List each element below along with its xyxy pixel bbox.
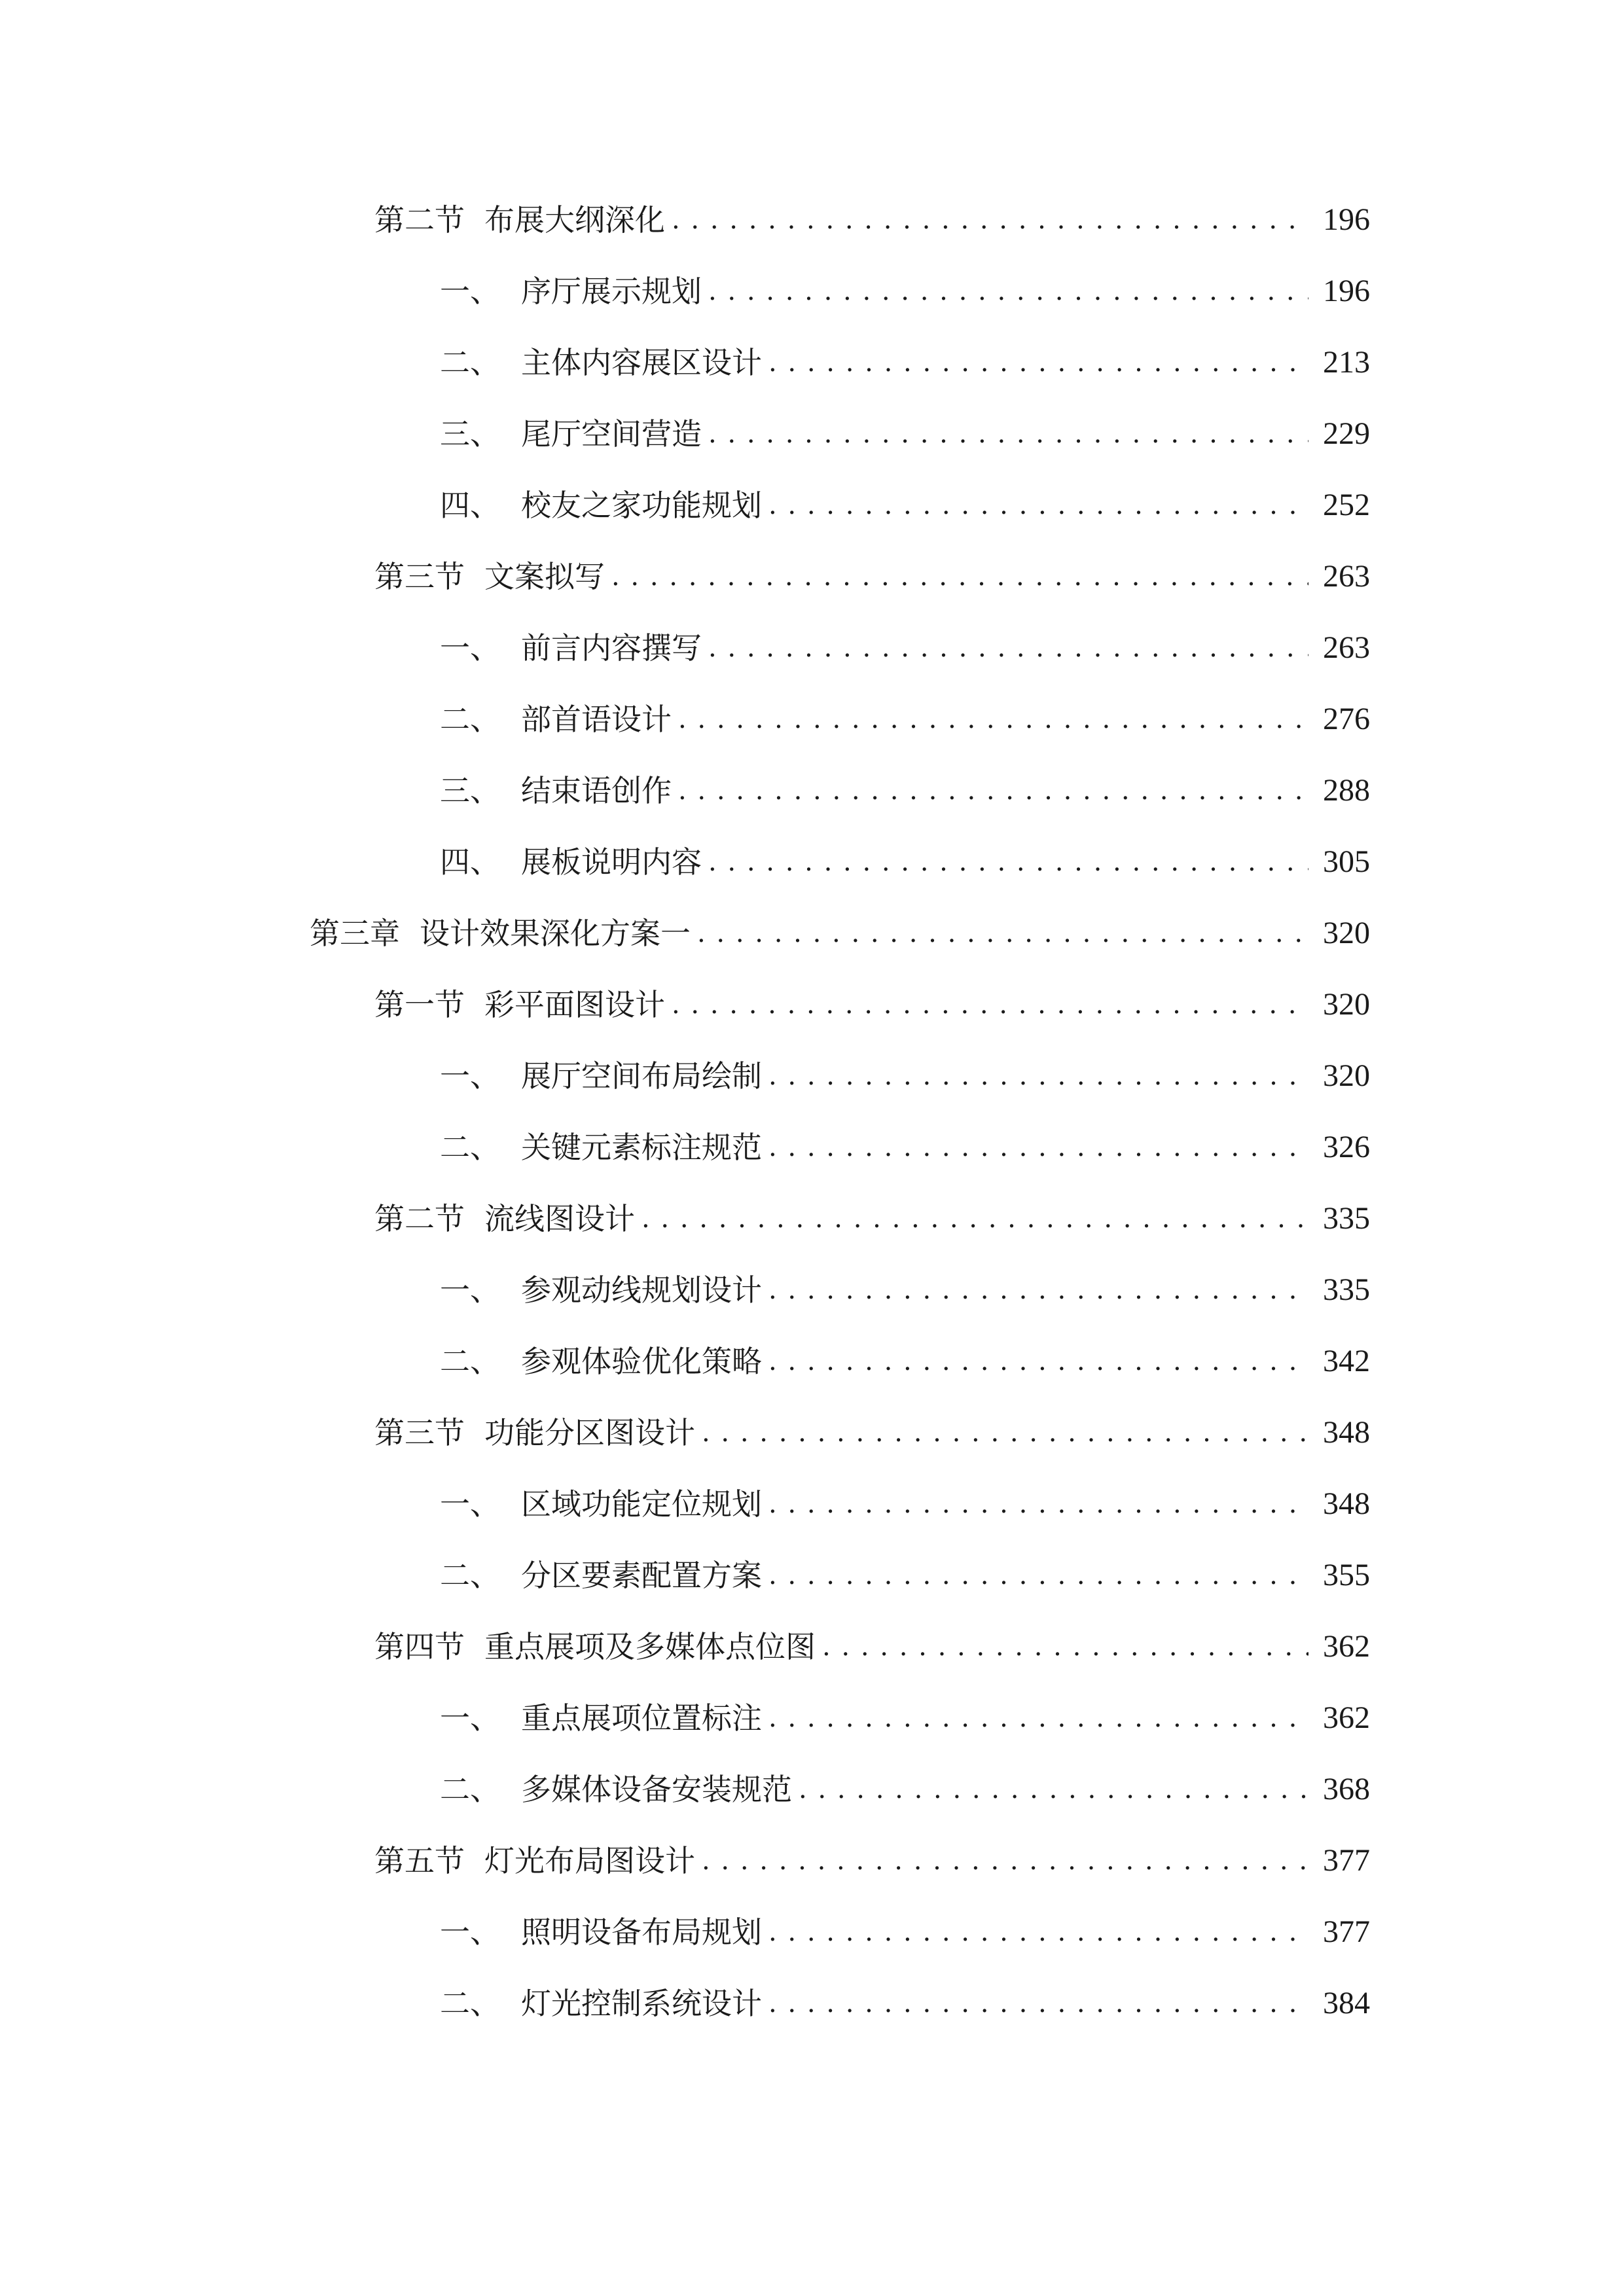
toc-entry[interactable]	[374, 1407, 1370, 1459]
toc-entry-number: 二、	[440, 1772, 500, 1807]
toc-entry[interactable]	[440, 408, 1370, 460]
dot-leader	[672, 194, 1308, 246]
toc-entry[interactable]	[440, 1692, 1370, 1744]
toc-entry-page: 196	[1323, 202, 1370, 237]
toc-entry[interactable]	[440, 764, 1370, 817]
toc-entry-number: 一、	[440, 1486, 500, 1522]
dot-leader	[768, 1264, 1308, 1316]
toc-entry-number: 三、	[440, 416, 500, 452]
dot-leader	[708, 622, 1308, 674]
toc-entry-title: 灯光控制系统设计	[521, 1986, 762, 2021]
dot-leader	[822, 1621, 1308, 1673]
toc-entry-title: 分区要素配置方案	[521, 1558, 762, 1593]
toc-entry-number: 一、	[440, 1914, 500, 1950]
toc-entry-title: 重点展项及多媒体点位图	[484, 1629, 816, 1664]
toc-entry-number: 第三章	[310, 916, 400, 951]
toc-entry-title: 主体内容展区设计	[521, 345, 762, 380]
toc-entry[interactable]	[440, 1906, 1370, 1958]
dot-leader	[708, 408, 1308, 460]
toc-entry-number: 一、	[440, 274, 500, 309]
dot-leader	[708, 836, 1308, 888]
toc-entry-page: 213	[1323, 345, 1370, 380]
toc-entry-page: 252	[1323, 488, 1370, 522]
toc-entry-number: 二、	[440, 345, 500, 380]
toc-entry[interactable]	[440, 1335, 1370, 1388]
toc-entry[interactable]	[440, 1121, 1370, 1174]
toc-entry-page: 263	[1323, 559, 1370, 594]
toc-entry-number: 三、	[440, 773, 500, 808]
toc-entry-page: 320	[1323, 1058, 1370, 1093]
toc-entry-page: 362	[1323, 1629, 1370, 1664]
toc-entry-number: 第三节	[374, 559, 465, 594]
toc-entry[interactable]	[440, 479, 1370, 531]
toc-entry[interactable]	[440, 1478, 1370, 1530]
toc-entry[interactable]	[374, 550, 1370, 603]
toc-entry[interactable]	[374, 978, 1370, 1031]
dot-leader	[611, 550, 1308, 603]
toc-entry-title: 展板说明内容	[521, 844, 702, 880]
toc-entry-page: 229	[1323, 416, 1370, 451]
toc-entry-title: 文案拟写	[484, 559, 605, 594]
toc-entry-number: 一、	[440, 1272, 500, 1308]
toc-entry-number: 四、	[440, 488, 500, 523]
toc-entry-page: 348	[1323, 1415, 1370, 1450]
dot-leader	[768, 336, 1308, 389]
dot-leader	[768, 1121, 1308, 1174]
dot-leader	[768, 1977, 1308, 2030]
toc-entry-number: 四、	[440, 844, 500, 880]
toc-entry-title: 参观动线规划设计	[521, 1272, 762, 1308]
toc-entry-number: 第三节	[374, 1415, 465, 1450]
dot-leader	[678, 764, 1308, 817]
toc-entry-page: 196	[1323, 274, 1370, 308]
toc-entry-page: 377	[1323, 1914, 1370, 1949]
toc-entry[interactable]	[440, 265, 1370, 317]
toc-entry-title: 区域功能定位规划	[521, 1486, 762, 1522]
toc-entry-title: 设计效果深化方案一	[420, 916, 691, 951]
toc-entry-page: 263	[1323, 630, 1370, 665]
toc-entry-number: 二、	[440, 1986, 500, 2021]
toc-entry-number: 第四节	[374, 1629, 465, 1664]
dot-leader	[702, 1407, 1308, 1459]
dot-leader	[768, 479, 1308, 531]
toc-entry-title: 展厅空间布局绘制	[521, 1058, 762, 1094]
toc-entry-page: 368	[1323, 1772, 1370, 1806]
toc-entry-title: 多媒体设备安装规范	[521, 1772, 792, 1807]
toc-entry-number: 一、	[440, 630, 500, 666]
toc-entry[interactable]	[440, 693, 1370, 745]
dot-leader	[799, 1763, 1308, 1816]
toc-entry[interactable]	[440, 622, 1370, 674]
toc-entry-title: 重点展项位置标注	[521, 1700, 762, 1736]
toc-entry[interactable]	[440, 1264, 1370, 1316]
dot-leader	[768, 1478, 1308, 1530]
toc-entry[interactable]	[440, 836, 1370, 888]
toc-entry-title: 结束语创作	[521, 773, 672, 808]
toc-entry-number: 第五节	[374, 1843, 465, 1878]
toc-entry-number: 二、	[440, 1344, 500, 1379]
toc-entry-page: 355	[1323, 1558, 1370, 1592]
toc-entry-title: 序厅展示规划	[521, 274, 702, 309]
toc-entry-number: 一、	[440, 1058, 500, 1094]
toc-entry-title: 流线图设计	[484, 1201, 635, 1236]
toc-entry[interactable]	[374, 1621, 1370, 1673]
dot-leader	[697, 907, 1308, 960]
toc-entry[interactable]	[440, 336, 1370, 389]
toc-entry[interactable]	[310, 907, 1370, 960]
toc-entry-title: 关键元素标注规范	[521, 1130, 762, 1165]
toc-entry-page: 335	[1323, 1201, 1370, 1236]
toc-entry-page: 348	[1323, 1486, 1370, 1521]
toc-entry-title: 照明设备布局规划	[521, 1914, 762, 1950]
toc-entry-number: 一、	[440, 1700, 500, 1736]
toc-entry-title: 尾厅空间营造	[521, 416, 702, 452]
toc-entry[interactable]	[374, 1835, 1370, 1887]
toc-entry[interactable]	[440, 1763, 1370, 1816]
toc-entry-page: 288	[1323, 773, 1370, 808]
toc-entry-number: 第一节	[374, 987, 465, 1022]
toc-entry-page: 384	[1323, 1986, 1370, 2020]
toc-entry-number: 第二节	[374, 1201, 465, 1236]
dot-leader	[678, 693, 1308, 745]
toc-entry-title: 部首语设计	[521, 702, 672, 737]
toc-entry-number: 第二节	[374, 202, 465, 238]
dot-leader	[768, 1335, 1308, 1388]
dot-leader	[768, 1906, 1308, 1958]
toc-entry-page: 320	[1323, 916, 1370, 950]
toc-entry[interactable]	[440, 1977, 1370, 2030]
toc-entry-title: 彩平面图设计	[484, 987, 665, 1022]
toc-entry-title: 校友之家功能规划	[521, 488, 762, 523]
toc-entry-title: 功能分区图设计	[484, 1415, 695, 1450]
toc-entry[interactable]	[440, 1549, 1370, 1602]
toc-entry[interactable]	[374, 1193, 1370, 1245]
dot-leader	[702, 1835, 1308, 1887]
toc-entry-page: 362	[1323, 1700, 1370, 1735]
toc-entry-page: 305	[1323, 844, 1370, 879]
dot-leader	[768, 1050, 1308, 1102]
dot-leader	[672, 978, 1308, 1031]
toc-entry-number: 二、	[440, 1558, 500, 1593]
toc-entry-page: 342	[1323, 1344, 1370, 1378]
toc-entry-number: 二、	[440, 1130, 500, 1165]
dot-leader	[768, 1692, 1308, 1744]
toc-entry-page: 326	[1323, 1130, 1370, 1164]
dot-leader	[641, 1193, 1308, 1245]
toc-entry-page: 276	[1323, 702, 1370, 736]
dot-leader	[768, 1549, 1308, 1602]
toc-entry-page: 320	[1323, 987, 1370, 1022]
toc-entry-number: 二、	[440, 702, 500, 737]
toc-entry-page: 335	[1323, 1272, 1370, 1307]
toc-entry-title: 布展大纲深化	[484, 202, 665, 238]
toc-entry[interactable]	[440, 1050, 1370, 1102]
toc-entry-page: 377	[1323, 1843, 1370, 1878]
dot-leader	[708, 265, 1308, 317]
toc-entry-title: 前言内容撰写	[521, 630, 702, 666]
toc-entry[interactable]	[374, 194, 1370, 246]
toc-entry-title: 参观体验优化策略	[521, 1344, 762, 1379]
toc-entry-title: 灯光布局图设计	[484, 1843, 695, 1878]
